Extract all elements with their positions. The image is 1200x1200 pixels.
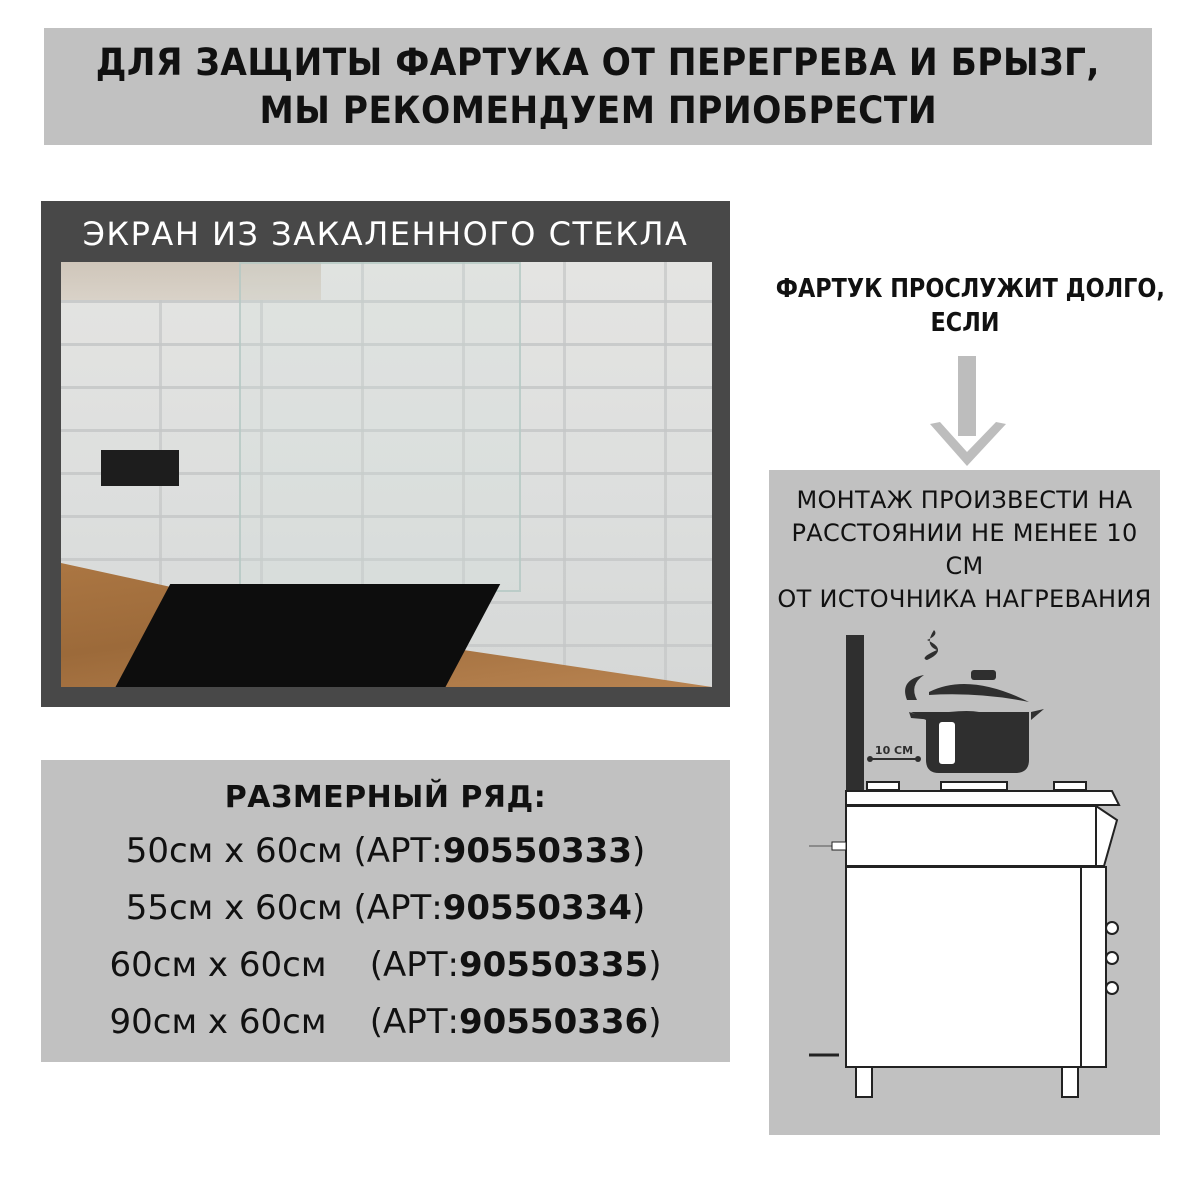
mount-line-1: МОНТАЖ ПРОИЗВЕСТИ НА	[796, 486, 1133, 514]
header-line-1: ДЛЯ ЗАЩИТЫ ФАРТУКА ОТ ПЕРЕГРЕВА И БРЫЗГ,	[95, 40, 1101, 84]
size-range-panel	[41, 760, 730, 1062]
header-banner	[44, 28, 1152, 145]
size-item: 55см x 60см (АРТ:90550334)	[125, 888, 646, 928]
mount-line-2: РАССТОЯНИИ НЕ МЕНЕЕ 10 СМ	[791, 519, 1138, 580]
sizes-title: РАЗМЕРНЫЙ РЯД:	[224, 780, 547, 815]
tip-text	[745, 272, 1185, 340]
wall-sockets	[101, 450, 179, 486]
header-line-2: МЫ РЕКОМЕНДУЕМ ПРИОБРЕСТИ	[259, 88, 937, 132]
product-photo	[61, 262, 712, 687]
product-photo-panel	[41, 201, 730, 707]
size-item: 50см x 60см (АРТ:90550333)	[125, 831, 646, 871]
tip-line-1: ФАРТУК ПРОСЛУЖИТ ДОЛГО,	[775, 274, 1165, 304]
arrow-down-icon	[928, 356, 1008, 468]
size-item: 60см x 60см (АРТ:90550335)	[109, 945, 662, 985]
tip-line-2: ЕСЛИ	[930, 308, 1000, 338]
mount-line-3: ОТ ИСТОЧНИКА НАГРЕВАНИЯ	[777, 585, 1152, 613]
glass-screen	[239, 262, 521, 592]
distance-label: 10 CM	[874, 744, 914, 757]
size-item: 90см x 60см (АРТ:90550336)	[109, 1002, 662, 1042]
cooktop	[112, 584, 500, 687]
photo-title: ЭКРАН ИЗ ЗАКАЛЕННОГО СТЕКЛА	[82, 215, 689, 253]
stove-diagram-icon	[799, 620, 1139, 1100]
mounting-panel	[769, 470, 1160, 1135]
